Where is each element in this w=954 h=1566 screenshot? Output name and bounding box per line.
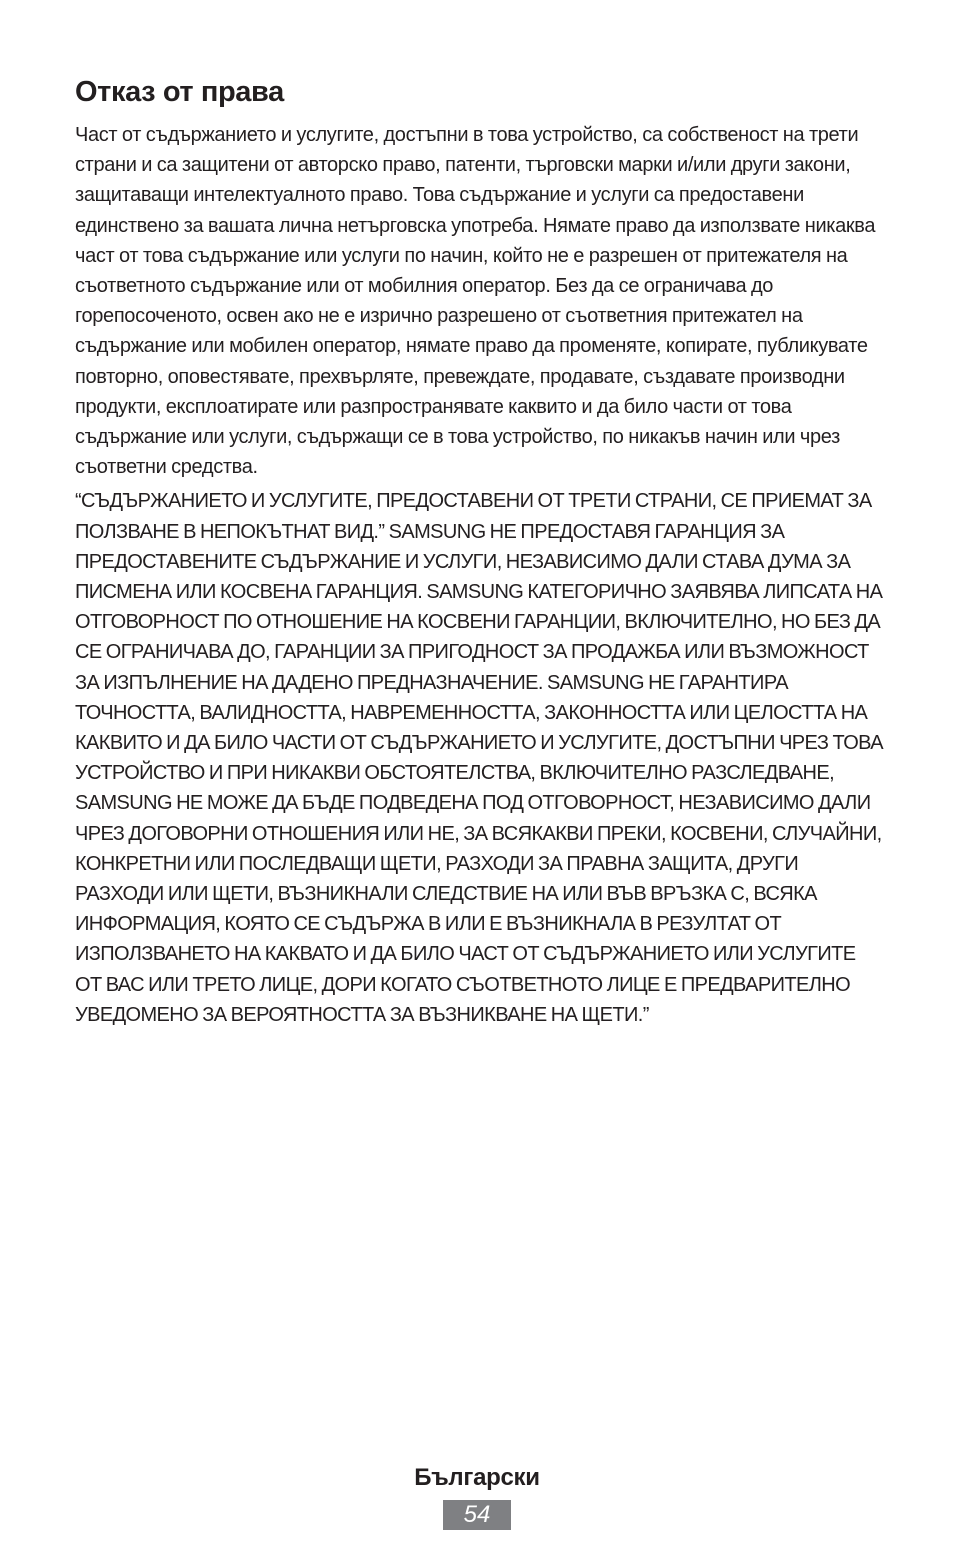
disclaimer-paragraph-2: “СЪДЪРЖАНИЕТО И УСЛУГИТЕ, ПРЕДОСТАВЕНИ ОТ ТРЕТИ СТРАНИ, СЕ ПРИЕМАТ ЗА ПОЛЗВАНЕ В НЕПОКЪТНАТ ВИД.” SAMSUNG НЕ ПРЕДОСТАВЯ ГАРАНЦИЯ ЗА ПРЕДОСТАВЕНИТЕ СЪДЪРЖАНИЕ И УСЛУГИ, НЕЗАВИСИМО ДАЛИ СТАВА ДУМА ЗА ПИСМЕНА ИЛИ КОСВЕНА ГАРАНЦИЯ. SAMSUNG КАТЕГОРИЧНО ЗАЯВЯВА ЛИПСАТА НА ОТГОВОРНОСТ ПО ОТНОШЕНИЕ НА КОСВЕНИ ГАРАНЦИИ, ВКЛЮЧИТЕЛНО, НО БЕЗ ДА СЕ ОГРАНИЧАВА ДО, ГАРАНЦИИ ЗА ПРИГОДНОСТ ЗА ПРОДАЖБА ИЛИ ВЪЗМОЖНОСТ ЗА ИЗПЪЛНЕНИЕ НА ДАДЕНО ПРЕДНАЗНАЧЕНИЕ. SAMSUNG НЕ ГАРАНТИРА ТОЧНОСТТА, ВАЛИДНОСТТА, НАВРЕМЕННОСТТА, ЗАКОННОСТТА ИЛИ ЦЕЛОСТТА НА КАКВИТО И ДА БИЛО ЧАСТИ ОТ СЪДЪРЖАНИЕТО И УСЛУГИТЕ, ДОСТЪПНИ ЧРЕЗ ТОВА УСТРОЙСТВО И ПРИ НИКАКВИ ОБСТОЯТЕЛСТВА, ВКЛЮЧИТЕЛНО РАЗСЛЕДВАНЕ, SAMSUNG НЕ МОЖЕ ДА БЪДЕ ПОДВЕДЕНА ПОД ОТГОВОРНОСТ, НЕЗАВИСИМО ДАЛИ ЧРЕЗ ДОГОВОРНИ ОТНОШЕНИЯ ИЛИ НЕ, ЗА ВСЯКАКВИ ПРЕКИ, КОСВЕНИ, СЛУЧАЙНИ, КОНКРЕТНИ ИЛИ ПОСЛЕДВАЩИ ЩЕТИ, РАЗХОДИ ЗА ПРАВНА ЗАЩИТА, ДРУГИ РАЗХОДИ ИЛИ ЩЕТИ, ВЪЗНИКНАЛИ СЛЕДСТВИЕ НА ИЛИ ВЪВ ВРЪЗКА С, ВСЯКА ИНФОРМАЦИЯ, КОЯТО СЕ СЪДЪРЖА В ИЛИ Е ВЪЗНИКНАЛА В РЕЗУЛТАТ ОТ ИЗПОЛЗВАНЕТО НА КАКВАТО И ДА БИЛО ЧАСТ ОТ СЪДЪРЖАНИЕТО ИЛИ УСЛУГИТЕ ОТ ВАС ИЛИ ТРЕТО ЛИЦЕ, ДОРИ КОГАТО СЪОТВЕТНОТО ЛИЦЕ Е ПРЕДВАРИТЕЛНО УВЕДОМЕНО ЗА ВЕРОЯТНОСТТА ЗА ВЪЗНИКВАНЕ НА ЩЕТИ.” [75, 490, 883, 1026]
page-footer [0, 1462, 954, 1530]
section-title: Отказ от права [75, 76, 284, 108]
document-page [75, 70, 885, 1030]
footer-language: Български [414, 1464, 540, 1491]
page-number-badge: 54 [443, 1500, 511, 1530]
disclaimer-paragraph-1: Част от съдържанието и услугите, достъпни в това устройство, са собственост на трети страни и са защитени от авторско право, патенти, търговски марки и/или други закони, защитаващи интелектуалното право. Това съдържание и услуги са предоставени единствено за вашата лична нетърговска употреба. Нямате право да използвате никаква част от това съдържание или услуги по начин, който не е разрешен от притежателя на съответното съдържание или от мобилния оператор. Без да се ограничава до горепосоченото, освен ако не е изрично разрешено от съответния притежател на съдържание или мобилен оператор, нямате право да променяте, копирате, публикувате повторно, оповестявате, прехвърляте, превеждате, продавате, създавате производни продукти, експлоатирате или разпространявате каквито и да било части от това съдържание или услуги, съдържащи се в това устройство, по никакъв начин или чрез съответни средства. [75, 124, 876, 479]
